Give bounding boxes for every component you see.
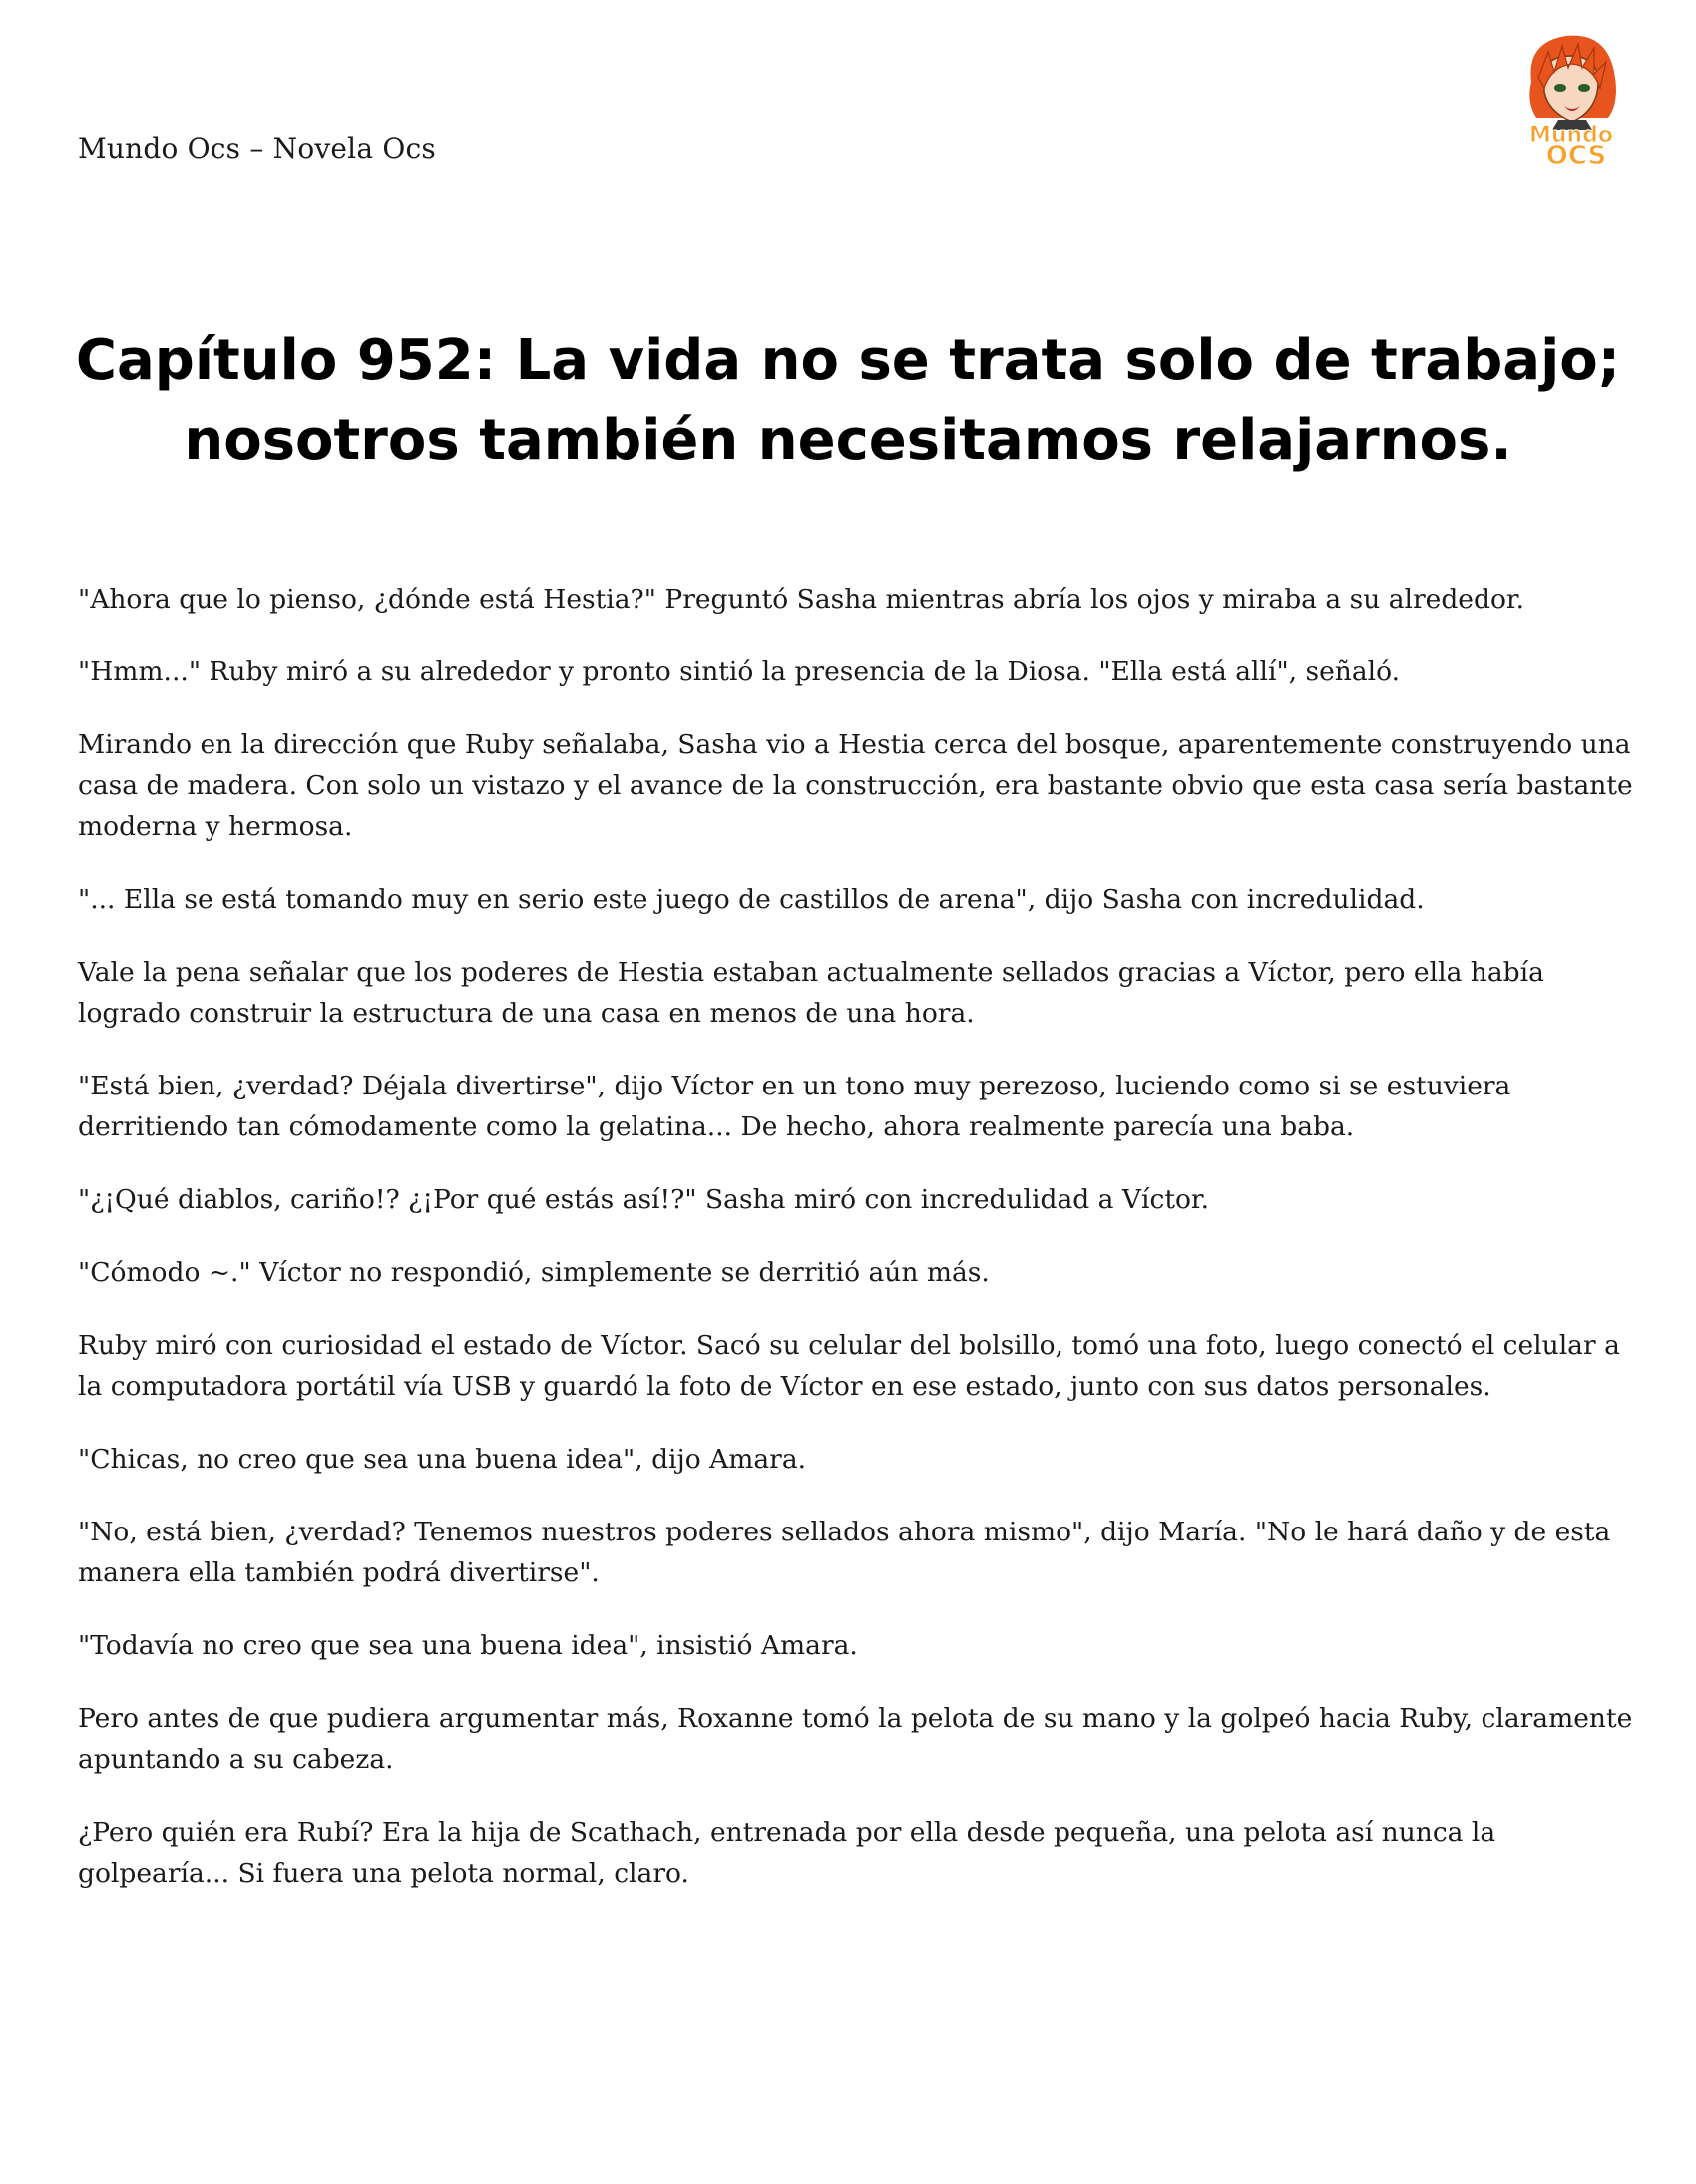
paragraph: "Está bien, ¿verdad? Déjala divertirse", dijo Víctor en un tono muy perezoso, luciendo como si se estuviera derritiendo tan cómodamente como la gelatina... De hecho, ahora realmente parecía una baba. xyxy=(78,1071,1511,1142)
paragraph: Mirando en la dirección que Ruby señalaba, Sasha vio a Hestia cerca del bosque, aparentemente construyendo una casa de madera. Con solo un vistazo y el avance de la construcción, era bastante obvio que esta casa sería bastante moderna y hermosa. xyxy=(78,729,1633,842)
site-header-label: Mundo Ocs – Novela Ocs xyxy=(78,132,436,165)
paragraph: "¿¡Qué diablos, cariño!? ¿¡Por qué estás así!?" Sasha miró con incredulidad a Víctor. xyxy=(78,1184,1210,1215)
paragraph: Vale la pena señalar que los poderes de Hestia estaban actualmente sellados gracias a Víctor, pero ella había logrado construir la estructura de una casa en menos de una hora. xyxy=(78,957,1544,1029)
logo-text-line2: OCS xyxy=(1545,141,1607,171)
anime-girl-avatar-icon xyxy=(1496,22,1646,172)
chapter-body xyxy=(78,579,1634,1926)
paragraph: "No, está bien, ¿verdad? Tenemos nuestros poderes sellados ahora mismo", dijo María. "No le hará daño y de esta manera ella también podrá divertirse". xyxy=(78,1517,1611,1588)
paragraph: "Todavía no creo que sea una buena idea", insistió Amara. xyxy=(78,1630,858,1661)
paragraph: "Cómodo ~." Víctor no respondió, simplemente se derritió aún más. xyxy=(78,1257,990,1288)
paragraph: Ruby miró con curiosidad el estado de Víctor. Sacó su celular del bolsillo, tomó una foto, luego conectó el celular a la computadora portátil vía USB y guardó la foto de Víctor en ese estado, junto con sus datos personales. xyxy=(78,1330,1620,1402)
chapter-title-line-1: Capítulo 952: La vida no se trata solo de trabajo; xyxy=(75,328,1621,393)
paragraph: Pero antes de que pudiera argumentar más, Roxanne tomó la pelota de su mano y la golpeó hacia Ruby, claramente apuntando a su cabeza. xyxy=(78,1703,1633,1775)
paragraph: "Hmm..." Ruby miró a su alrededor y pronto sintió la presencia de la Diosa. "Ella está allí", señaló. xyxy=(78,656,1401,687)
paragraph: "... Ella se está tomando muy en serio este juego de castillos de arena", dijo Sasha con incredulidad. xyxy=(78,884,1425,915)
paragraph: "Chicas, no creo que sea una buena idea", dijo Amara. xyxy=(78,1444,807,1475)
paragraph: "Ahora que lo pienso, ¿dónde está Hestia?" Preguntó Sasha mientras abría los ojos y miraba a su alrededor. xyxy=(78,584,1525,615)
mundo-ocs-logo xyxy=(1496,22,1646,172)
chapter-title xyxy=(60,321,1636,481)
paragraph: ¿Pero quién era Rubí? Era la hija de Scathach, entrenada por ella desde pequeña, una pelota así nunca la golpearía... Si fuera una pelota normal, claro. xyxy=(78,1817,1496,1889)
chapter-title-line-2: nosotros también necesitamos relajarnos. xyxy=(184,408,1512,473)
logo-text-line1: Mundo xyxy=(1528,123,1614,148)
